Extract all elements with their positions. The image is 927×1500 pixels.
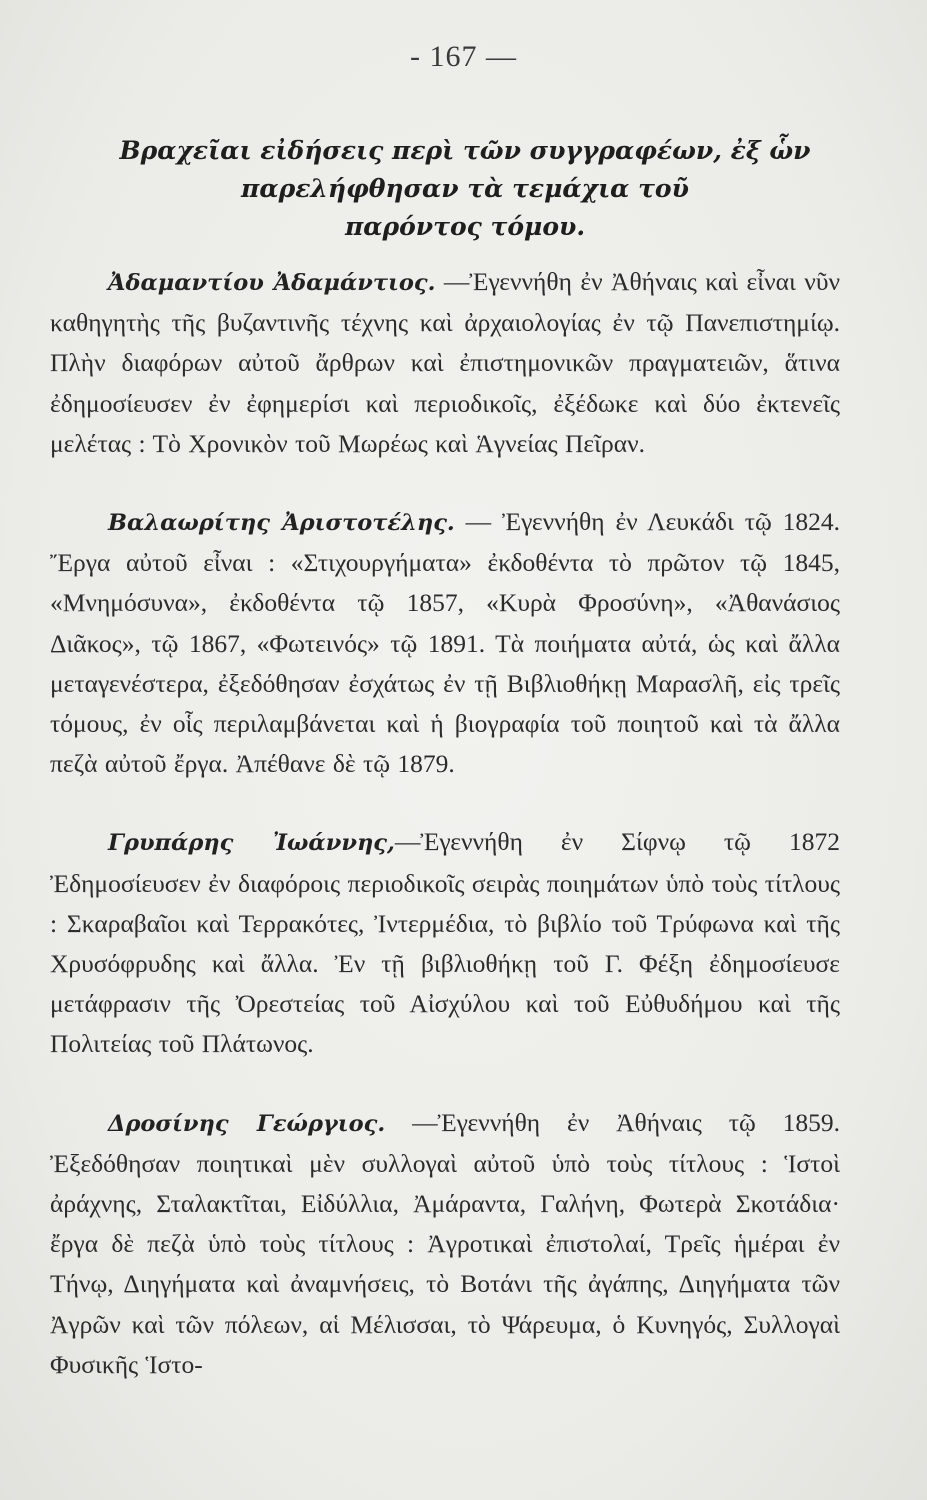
author-name: Ἀδαμαντίου Ἀδαμάντιος.	[108, 270, 436, 296]
author-entry-adamantiou	[50, 262, 840, 464]
author-bio: —Ἐγεννήθη ἐν Ἀθήναις καὶ εἶναι νῦν καθηγητὴς τῆς βυζαντινῆς τέχνης καὶ ἀρχαιολογίας ἐν τῷ Πανεπιστημίῳ. Πλὴν διαφόρων αὐτοῦ ἄρθρων καὶ ἐπιστημονικῶν πραγματειῶν, ἅτινα ἐδημοσίευσεν ἐν ἐφημερίσι καὶ περιοδικοῖς, ἐξέδωκε καὶ δύο ἐκτενεῖς μελέτας : Τὸ Χρονικὸν τοῦ Μωρέως καὶ Ἁγνείας Πεῖραν.	[50, 267, 840, 458]
author-bio: —Ἐγεννήθη ἐν Ἀθήναις τῷ 1859. Ἐξεδόθησαν ποιητικαὶ μὲν συλλογαὶ αὐτοῦ ὑπὸ τοὺς τίτλους : Ἱστοὶ ἀράχνης, Σταλακτῖται, Εἰδύλλια, Ἀμάραντα, Γαλήνη, Φωτερὰ Σκοτάδια· ἔργα δὲ πεζὰ ὑπὸ τοὺς τίτλους : Ἀγροτικαὶ ἐπιστολαί, Τρεῖς ἡμέραι ἐν Τήνῳ, Διηγήματα καὶ ἀναμνήσεις, τὸ Βοτάνι τῆς ἀγάπης, Διηγήματα τῶν Ἀγρῶν καὶ τῶν πόλεων, αἱ Μέλισσαι, τὸ Ψάρευμα, ὁ Κυνηγός, Συλλογαὶ Φυσικῆς Ἱστο-	[50, 1107, 840, 1379]
author-bio: — Ἐγεννήθη ἐν Λευκάδι τῷ 1824. Ἔργα αὐτοῦ εἶναι : «Στιχουργήματα» ἐκδοθέντα τὸ πρῶτον τῷ 1845, «Μνημόσυνα», ἐκδοθέντα τῷ 1857, «Κυρὰ Φροσύνη», «Ἀθανάσιος Διᾶκος», τῷ 1867, «Φωτεινός» τῷ 1891. Τὰ ποιήματα αὐτά, ὡς καὶ ἄλλα μεταγενέστερα, ἐξεδόθησαν ἐσχάτως ἐν τῇ Βιβλιοθήκῃ Μαρασλῆ, εἰς τρεῖς τόμους, ἐν οἷς περιλαμβάνεται καὶ ἡ βιογραφία τοῦ ποιητοῦ καὶ τὰ ἄλλα πεζὰ αὐτοῦ ἔργα. Ἀπέθανε δὲ τῷ 1879.	[50, 507, 840, 779]
author-name: Γρυπάρης Ἰωάννης,	[108, 830, 395, 857]
entries-body	[50, 262, 840, 1423]
heading-line: παρελήφθησαν τὰ τεμάχια τοῦ	[241, 174, 689, 203]
author-name: Δροσίνης Γεώργιος.	[108, 1110, 386, 1137]
heading-line: παρόντος τόμου.	[344, 212, 586, 241]
section-heading	[70, 132, 860, 246]
author-entry-gryparis	[50, 822, 840, 1064]
author-entry-drosinis	[50, 1103, 840, 1385]
author-name: Βαλαωρίτης Ἀριστοτέλης.	[108, 510, 455, 537]
page-number: - 167 —	[410, 40, 517, 73]
author-entry-valaoritis	[50, 502, 840, 784]
heading-line: Βραχεῖαι εἰδήσεις περὶ τῶν συγγραφέων, ἐξ ὧν	[119, 136, 811, 165]
author-bio: —Ἐγεννήθη ἐν Σίφνῳ τῷ 1872 Ἐδημοσίευσεν ἐν διαφόροις περιοδικοῖς σειρὰς ποιημάτων ὑπὸ τοὺς τίτλους : Σκαραβαῖοι καὶ Τερρακότες, Ἰντερμέδια, τὸ βιβλίο τοῦ Τρύφωνα καὶ τῆς Χρυσόφρυδης καὶ ἄλλα. Ἐν τῇ βιβλιοθήκῃ τοῦ Γ. Φέξη ἐδημοσίευσε μετάφρασιν τῆς Ὀρεστείας τοῦ Αἰσχύλου καὶ τοῦ Εὐθυδήμου καὶ τῆς Πολιτείας τοῦ Πλάτωνος.	[50, 827, 840, 1059]
